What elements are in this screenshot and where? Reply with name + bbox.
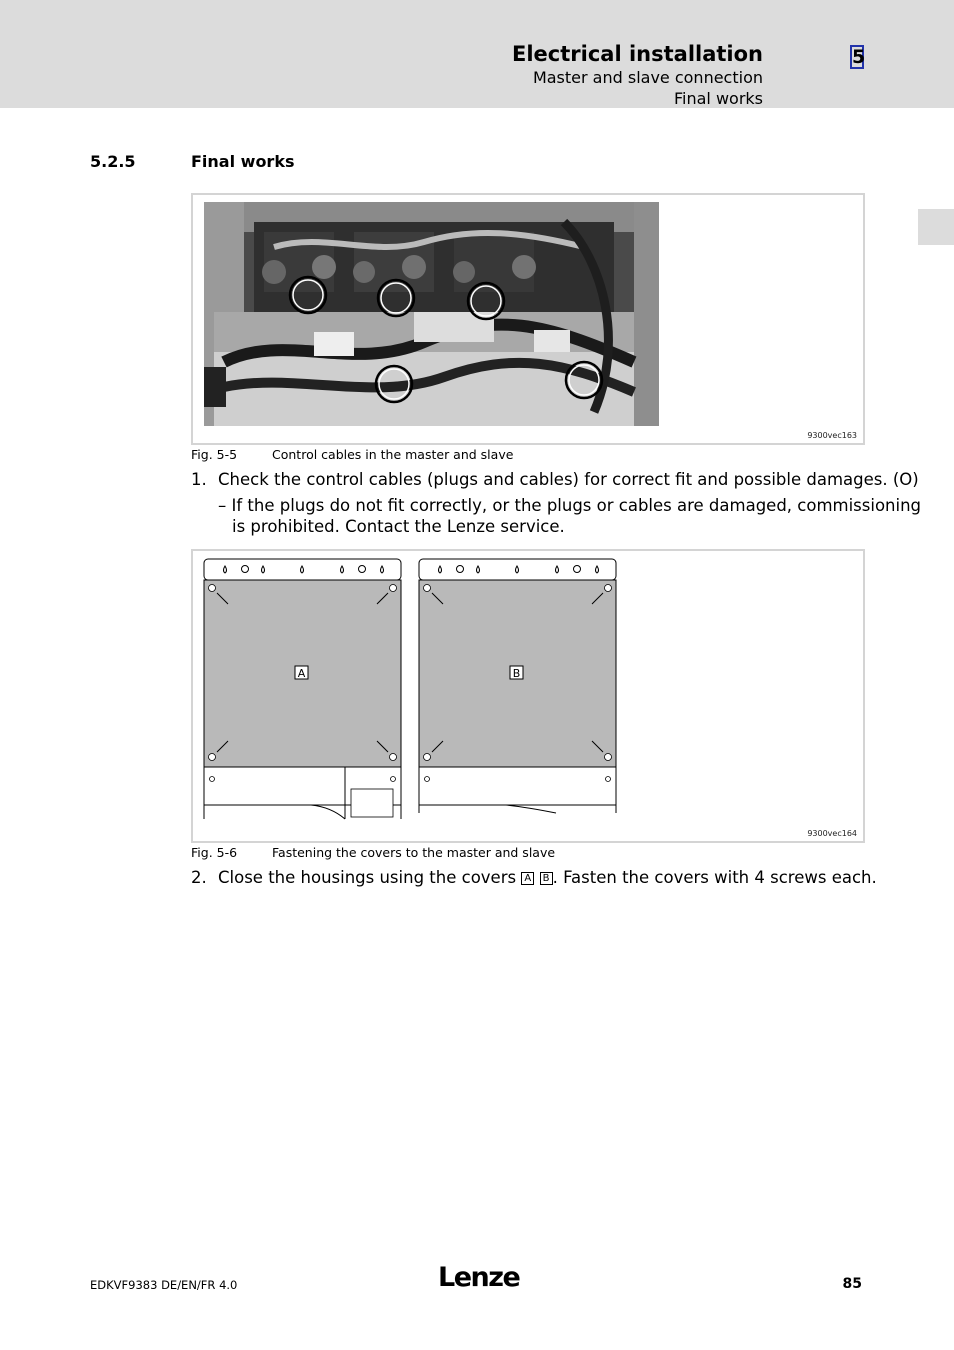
inline-label-a: A <box>521 872 534 885</box>
chapter-title: Electrical installation <box>512 42 763 66</box>
step-number: 1. <box>191 470 207 489</box>
figure-control-cables <box>191 193 865 445</box>
step-1-note-line-1: – If the plugs do not fit correctly, or the plugs or cables are damaged, commissioning <box>218 496 922 515</box>
control-cables-photo <box>204 202 659 426</box>
document-code: EDKVF9383 DE/EN/FR 4.0 <box>90 1278 238 1292</box>
slave-unit-drawing <box>419 559 616 813</box>
section-number: 5.2.5 <box>90 152 136 171</box>
figure-code: 9300vec164 <box>807 829 857 838</box>
section-title: Final works <box>191 152 295 171</box>
covers-drawing <box>201 557 641 827</box>
figure-code: 9300vec163 <box>807 431 857 440</box>
step-number: 2. <box>191 868 207 887</box>
figure-caption-text: Control cables in the master and slave <box>272 447 514 462</box>
figure-caption-number: Fig. 5-5 <box>191 447 238 462</box>
cover-label-a: A <box>297 667 306 680</box>
chapter-side-tab <box>918 209 954 245</box>
step-text-start: Close the housings using the covers <box>218 868 517 887</box>
master-unit-drawing <box>204 559 401 819</box>
step-1-note-line-2: is prohibited. Contact the Lenze service. <box>232 517 565 536</box>
step-text-end: . Fasten the covers with 4 screws each. <box>552 868 877 887</box>
figure-caption-number: Fig. 5-6 <box>191 845 238 860</box>
page-number: 85 <box>842 1276 862 1292</box>
cover-label-b: B <box>512 667 521 680</box>
inline-label-b: B <box>540 872 553 885</box>
control-cables-photo-drawing <box>204 202 659 426</box>
instruction-step-2 <box>191 868 877 887</box>
section-subtitle: Final works <box>673 89 763 108</box>
figure-caption-text: Fastening the covers to the master and slave <box>272 845 556 860</box>
header-band <box>0 0 954 108</box>
chapter-subtitle: Master and slave connection <box>532 68 763 87</box>
step-text: Check the control cables (plugs and cables) for correct fit and possible damages. (O) <box>218 470 919 489</box>
figure-covers <box>191 549 865 843</box>
lenze-logo: Lenze <box>438 1262 520 1293</box>
chapter-number-badge: 5 <box>852 46 866 68</box>
instruction-step-1 <box>191 470 919 489</box>
